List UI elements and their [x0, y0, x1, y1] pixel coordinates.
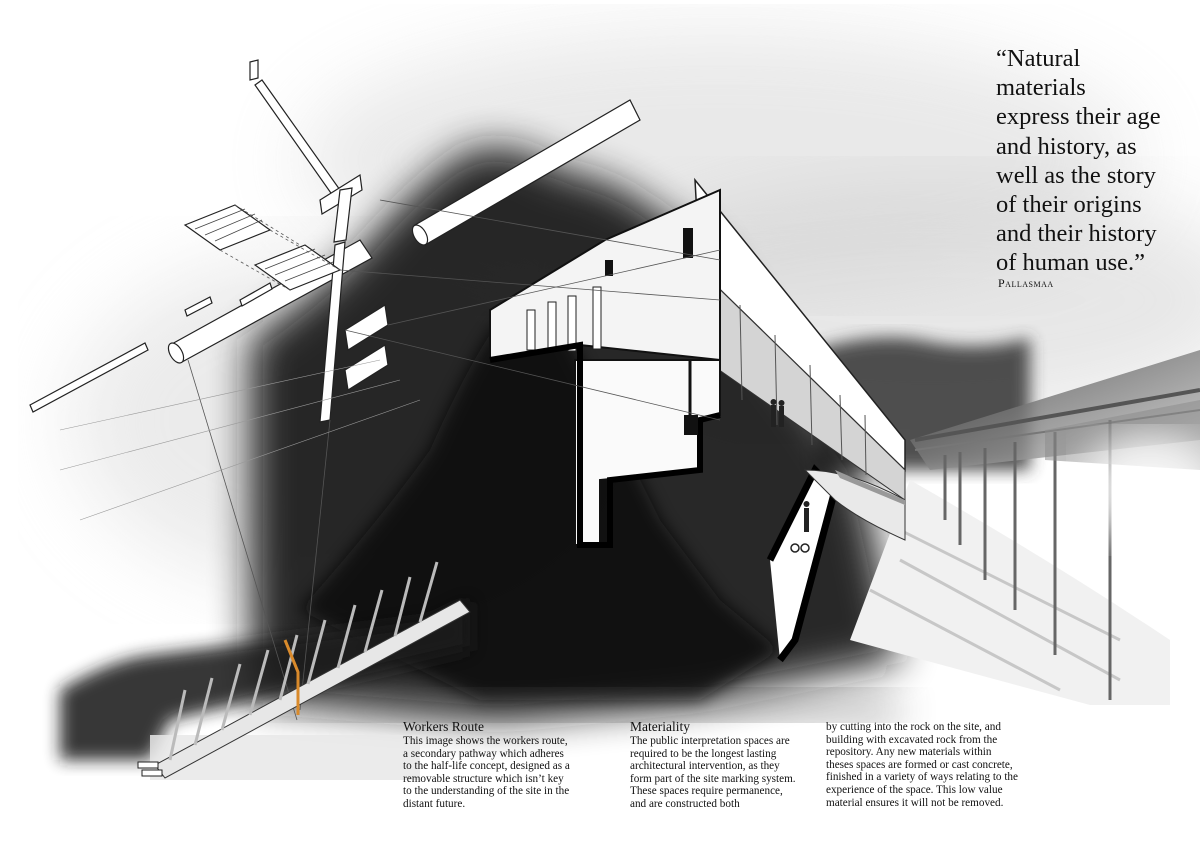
caption-line: form part of the site marking system.	[630, 772, 796, 785]
caption-line: a secondary pathway which adheres	[403, 747, 564, 760]
caption-line: distant future.	[403, 797, 466, 810]
caption-line: and are constructed both	[630, 797, 740, 810]
quote-line: of their origins	[996, 191, 1142, 219]
workers-route-caption	[403, 719, 596, 811]
caption-line: building with excavated rock from the	[826, 733, 998, 746]
quote-line: materials	[996, 74, 1086, 102]
pallasmaa-quote	[996, 44, 1192, 278]
caption-line: theses spaces are formed or cast concrete,	[826, 758, 1013, 771]
caption-title: Materiality	[630, 719, 690, 734]
caption-line: to the half-life concept, designed as a	[403, 760, 570, 773]
caption-line: finished in a variety of ways relating to the	[826, 771, 1018, 784]
caption-line: removable structure which isn’t key	[403, 772, 564, 785]
quote-line: express their age	[996, 103, 1161, 131]
caption-line: to the understanding of the site in the	[403, 785, 570, 798]
caption-line: repository. Any new materials within	[826, 746, 992, 759]
materiality-caption	[630, 719, 797, 811]
caption-line: experience of the space. This low value	[826, 783, 1003, 796]
quote-attribution: Pallasmaa	[998, 276, 1054, 290]
caption-line: architectural intervention, as they	[630, 760, 780, 773]
caption-title: Workers Route	[403, 719, 485, 734]
caption-line: These spaces require permanence,	[630, 785, 783, 798]
caption-line: The public interpretation spaces are	[630, 735, 790, 747]
quote-line: of human use.”	[996, 249, 1145, 277]
caption-line: by cutting into the rock on the site, and	[826, 721, 1001, 733]
materiality-caption-continued	[826, 721, 1031, 809]
caption-body	[403, 735, 596, 811]
quote-line: “Natural	[996, 45, 1081, 72]
quote-line: and their history	[996, 220, 1157, 248]
quote-line: and history, as	[996, 132, 1137, 160]
caption-line: material ensures it will not be removed.	[826, 796, 1004, 809]
caption-line: This image shows the workers route,	[403, 735, 568, 747]
quote-line: well as the story	[996, 161, 1156, 189]
caption-line: required to be the longest lasting	[630, 747, 777, 760]
caption-body	[826, 721, 1031, 809]
caption-body	[630, 735, 797, 811]
